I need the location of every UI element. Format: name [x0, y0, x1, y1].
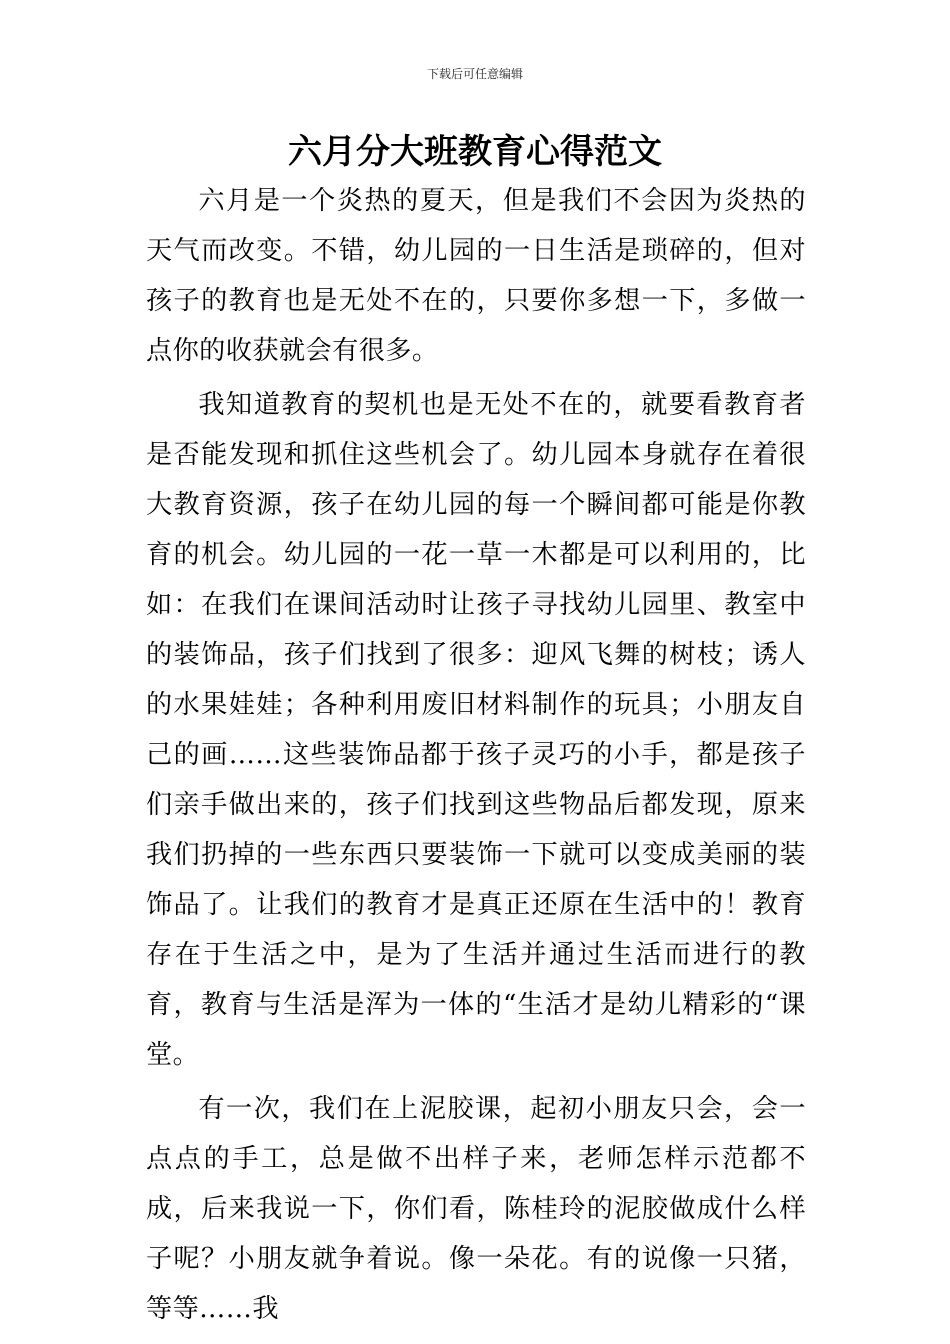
document-body	[146, 176, 806, 1338]
paragraph-3: 有一次，我们在上泥胶课，起初小朋友只会，会一点点的手工，总是做不出样子来，老师怎样示范都不成，后来我说一下，你们看，陈桂玲的泥胶做成什么样子呢？小朋友就争着说。像一朵花。有的说像一只猪，等等……我	[146, 1094, 806, 1324]
paragraph-1: 六月是一个炎热的夏天，但是我们不会因为炎热的天气而改变。不错，幼儿园的一日生活是琐碎的，但对孩子的教育也是无处不在的，只要你多想一下，多做一点你的收获就会有很多。	[146, 186, 806, 366]
document-title: 六月分大班教育心得范文	[288, 132, 662, 172]
page-header-note: 下载后可任意编辑	[426, 67, 523, 81]
paragraph-2: 我知道教育的契机也是无处不在的，就要看教育者是否能发现和抓住这些机会了。幼儿园本身就存在着很大教育资源，孩子在幼儿园的每一个瞬间都可能是你教育的机会。幼儿园的一花一草一木都是可以利用的，比如：在我们在课间活动时让孩子寻找幼儿园里、教室中的装饰品，孩子们找到了很多：迎风飞舞的树枝；诱人的水果娃娃；各种利用废旧材料制作的玩具；小朋友自己的画……这些装饰品都于孩子灵巧的小手，都是孩子们亲手做出来的，孩子们找到这些物品后都发现，原来我们扔掉的一些东西只要装饰一下就可以变成美丽的装饰品了。让我们的教育才是真正还原在生活中的！教育存在于生活之中，是为了生活并通过生活而进行的教育，教育与生活是浑为一体的“生活才是幼儿精彩的“课堂。	[146, 390, 806, 1070]
